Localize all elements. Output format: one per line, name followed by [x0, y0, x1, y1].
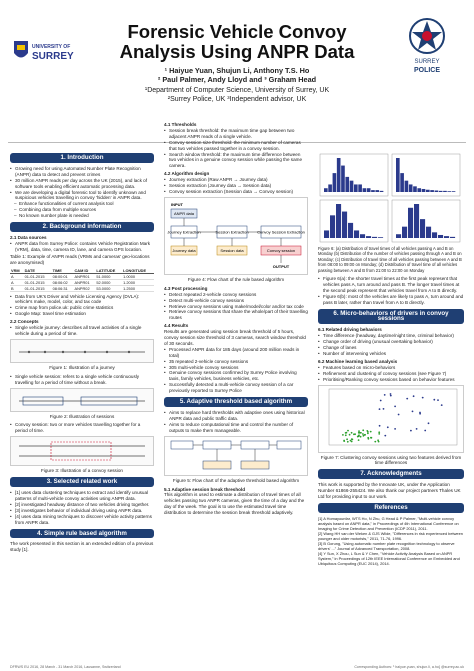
list-item: • Detect multi-vehicle convoy sessions	[164, 298, 308, 304]
histogram-bar	[378, 237, 383, 238]
scatter-point	[428, 422, 430, 424]
list-item: • Retrieve convoy sessions that share the whole/part of their travelling routes	[164, 309, 308, 321]
section-rule-based: 4. Simple rule based algorithm	[10, 529, 154, 539]
scatter-point	[394, 405, 396, 407]
figure-2-caption: Figure 2: Illustration of sessions	[49, 413, 115, 419]
table-cell: A	[10, 279, 24, 285]
scatter-point	[362, 433, 364, 435]
flow-box: Convoy session	[266, 247, 296, 253]
table-cell: 1.0000	[122, 273, 154, 279]
histogram-bar	[354, 230, 359, 238]
scatter-point	[346, 438, 348, 440]
histogram-panel	[320, 154, 388, 196]
histogram-bar	[432, 232, 437, 238]
figure-3-caption: Figure 3: Illustration of a convoy session	[41, 468, 123, 474]
scatter-point	[377, 439, 379, 441]
table-cell: B	[10, 285, 24, 291]
scatter-point	[353, 433, 355, 435]
svg-text:SURREY: SURREY	[414, 59, 440, 65]
session-break-text: This algorithm is used to estimate a distribution of travel times of all vehicles passing two ANPR cameras, given the time of a day and the day of the week. The goal is to use the estimated travel time distribution to determine the session break threshold adaptively.	[164, 492, 305, 516]
sessions-figure	[10, 388, 154, 412]
table-row	[10, 279, 154, 285]
flow-box: Session data	[220, 247, 244, 253]
section-references: References	[318, 503, 464, 513]
flow-box: Journey data	[172, 247, 196, 253]
histogram-bar	[337, 158, 341, 192]
scatter-point	[351, 431, 353, 433]
histogram-bar	[430, 190, 434, 192]
scatter-point	[380, 399, 382, 401]
histogram-bar	[443, 191, 447, 192]
scatter-point	[384, 394, 386, 396]
anpr-table	[10, 268, 154, 292]
section-background: 2. Background information	[10, 222, 154, 232]
figure-4-caption: Figure 4: Flow chart of the rule based algorithm	[187, 276, 285, 282]
list-item: • Single vehicle journey: describes all travel activities of a single vehicle during a period of time.	[10, 325, 154, 337]
histogram-bar	[380, 191, 384, 192]
results-intro: Results are generated using session break threshold of 5 hours, convoy session size threshold of 3 cameras, search window threshold of 30 seconds.	[164, 329, 306, 346]
table-header: TIME	[52, 268, 74, 274]
section-related-work: 3. Selected related work	[10, 477, 154, 487]
convoy-figure	[10, 436, 154, 466]
footer-contact: Corresponding Authors: ¹ haiyue.yuan, shujun.li, a.ho} @surrey.ac.uk	[354, 665, 464, 669]
subheading-post-processing: 4.3 Post processing	[164, 285, 208, 291]
scatter-point	[351, 438, 353, 440]
table-cell: ANPR02	[73, 285, 95, 291]
histogram-bar	[452, 191, 456, 192]
scatter-point	[424, 429, 426, 431]
table-row	[10, 285, 154, 291]
histogram-bar	[413, 186, 417, 192]
list-item: • Figure 6(b): most of the vehicles are likely to pass A, turn around and pass B later, rather than travel from A to B directly.	[318, 294, 464, 306]
list-item: • [1] uses data clustering techniques to extract and identify unusual patterns of multi-vehicle convoy activities using ANPR data.	[10, 490, 154, 502]
histogram-bar	[426, 227, 431, 238]
table-cell: 08:06:31	[52, 285, 74, 291]
list-item: • Figure 6(a): the shorter travel times at the first peak represent that vehicles pass A, turn around and pass B. The longer travel times at the second peak represent that vehicles travel from A to B directly.	[318, 276, 464, 294]
column-3	[318, 150, 464, 566]
subheading-session-break: 5.1 Adaptive session break threshold	[164, 486, 246, 492]
scatter-point	[351, 440, 353, 442]
list-item: • Number of intervening vehicles	[318, 351, 464, 357]
flow-output-label: OUTPUT	[272, 263, 290, 269]
scatter-point	[378, 431, 380, 433]
list-item: – Enhance functionalities of current analysis tool	[14, 201, 154, 207]
section-introduction: 1. Introduction	[10, 153, 154, 163]
authors-line-2: ² Paul Palmer, Andy Lloyd and ³ Graham Head	[157, 75, 317, 84]
section-adaptive: 5. Adaptive threshold based algorithm	[164, 397, 308, 407]
list-item: • 35 repeated 2-vehicle convoy sessions	[164, 359, 308, 365]
footer	[10, 665, 464, 669]
figure-6-charts	[318, 152, 464, 244]
list-item: – Combining data from multiple sources	[14, 207, 154, 213]
scatter-point	[363, 434, 365, 436]
scatter-point	[416, 428, 418, 430]
list-item: – No known number plate is needed	[14, 213, 154, 219]
scatter-point	[370, 436, 372, 438]
list-item: • Convoy session extraction (Session data → Convoy session)	[164, 189, 308, 195]
table-cell: 1.2500	[122, 285, 154, 291]
scatter-point	[358, 430, 360, 432]
histogram-bar	[405, 181, 409, 192]
histogram-bar	[450, 237, 455, 238]
histogram-bar	[324, 188, 328, 192]
scatter-point	[349, 433, 351, 435]
figure-7-scatter	[318, 385, 464, 453]
list-item: • Journey extraction (Raw ANPR → Journey data)	[164, 177, 308, 183]
table-cell: 1.2000	[122, 279, 154, 285]
list-item: • Single vehicle session: refers to a single vehicle continuously travelling for a period of time without a break.	[10, 374, 154, 386]
table-row	[10, 273, 154, 279]
acknowledgments-text: This work is supported by the Innovate UK, under the Application Number 61866-255424. We also thank our project partners Thales UK Ltd for providing input to our work.	[318, 482, 461, 500]
table-cell: 52.0000	[95, 279, 122, 285]
list-item: • Processed ANPR data for 185 days (around 200 million reads in total)	[164, 347, 308, 359]
section-micro-behaviors: 6. Micro-behaviors of drivers in convoy sessions	[318, 309, 464, 325]
histogram-panel	[320, 200, 388, 242]
svg-text:POLICE: POLICE	[413, 67, 441, 74]
scatter-point	[433, 398, 435, 400]
scatter-point	[412, 410, 414, 412]
scatter-point	[406, 397, 408, 399]
column-1	[10, 150, 154, 553]
scatter-point	[345, 434, 347, 436]
table-header: LATITUDE	[95, 268, 122, 274]
scatter-point	[368, 437, 370, 439]
histogram-bar	[439, 191, 443, 192]
scatter-point	[347, 429, 349, 431]
list-item: • Search window threshold: the maximum time difference between two vehicles in a genuine convoy session while passing the same camera.	[164, 152, 308, 170]
histogram-bar	[414, 204, 419, 238]
subheading-results: 4.4 Results	[164, 323, 189, 329]
list-item: • Retrieve convoy sessions using make/model/color and/or tax code	[164, 304, 308, 310]
affiliation-1: ¹Department of Computer Science, University of Surrey, UK	[144, 87, 330, 94]
list-item: • Genuine convoy sessions confirmed by Surrey Police involving taxis, family vehicles, business vehicles, etc.	[164, 370, 308, 382]
table-header: LONGITUDE	[122, 268, 154, 274]
poster-title: Forensic Vehicle Convoy Analysis Using ANPR Data	[119, 21, 355, 62]
column-2	[164, 120, 308, 516]
list-item: • Aims to reduce computational time and control the number of outputs to make them manageable.	[164, 422, 308, 434]
flow-box: ANPR data	[173, 210, 195, 216]
histogram-bar	[367, 188, 371, 192]
authors-line-1: ¹ Haiyue Yuan, Shujun Li, Anthony T.S. Ho	[164, 66, 310, 75]
scatter-point	[378, 433, 380, 435]
flow-box: Convoy Session Extraction	[257, 229, 305, 235]
histogram-bar	[375, 190, 379, 192]
table-cell: 08:00:01	[52, 273, 74, 279]
histogram-bar	[400, 173, 404, 192]
scatter-point	[362, 429, 364, 431]
list-item: • Features based on micro-behaviors	[318, 365, 464, 371]
histogram-bar	[444, 236, 449, 238]
scatter-point	[422, 396, 424, 398]
subheading-data-sources: 2.1 Data sources	[10, 234, 47, 240]
table-cell: 01-01-2015	[24, 279, 52, 285]
scatter-point	[383, 408, 385, 410]
table-cell: 08:06:02	[52, 279, 74, 285]
list-item: • Growing need for using Automated Number Plate Recognition (ANPR) data to detect and prevent crimes	[10, 166, 154, 178]
scatter-point	[410, 429, 412, 431]
list-item: • Session extraction (Journey data → Session data)	[164, 183, 308, 189]
table-caption: Table 1: Example of ANPR reads (VRMs and cameras' geo-locations are anonymised)	[10, 253, 150, 265]
histogram-bar	[348, 223, 353, 238]
scatter-point	[419, 412, 421, 414]
histogram-bar	[447, 191, 451, 192]
histogram-bar	[342, 212, 347, 238]
list-item: • Data from UK's Driver and Vehicle Licensing Agency (DVLA): vehicle's make, model, color, and tax code	[10, 294, 154, 306]
svg-text:SURREY: SURREY	[32, 51, 74, 62]
histogram-bar	[358, 184, 362, 192]
table-header: CAM ID	[73, 268, 95, 274]
histogram-bar	[330, 215, 335, 238]
scatter-point	[437, 399, 439, 401]
scatter-point	[390, 393, 392, 395]
histogram-bar	[409, 184, 413, 192]
histogram-panel	[392, 154, 460, 196]
flow-box: Session Extraction	[215, 229, 249, 235]
adaptive-flowchart-figure	[164, 436, 308, 476]
histogram-bar	[422, 189, 426, 192]
histogram-bar	[426, 190, 430, 192]
scatter-point	[384, 434, 386, 436]
table-header: DATE	[24, 268, 52, 274]
poster-header	[90, 22, 384, 104]
scatter-point	[343, 440, 345, 442]
histogram-bar	[333, 173, 337, 192]
histogram-bar	[372, 237, 377, 238]
table-cell: 01-01-2015	[24, 285, 52, 291]
figure-5-caption: Figure 5: Flow chart of the adaptive threshold based algorithm	[172, 477, 300, 483]
figure-6-caption: Figure 6: (a) Distribution of travel times of all vehicles passing A and B on Monday (b) Distribution of the number of vehicles passing through A and B on Monday; (c) Distribution of travel time of all vehicles passing between A and B from 08:00 to 09:00 on Monday; (d) Distribution of travel time of all vehicles passing between A and B from 21:00 to 22:00 on Monday	[318, 246, 462, 273]
scatter-point	[441, 404, 443, 406]
reference-item: [3] B Gorung, "Using automatic number plate recognition technology to observe drivers' ..." Journal of Advanced Transportation, 2008.	[318, 540, 455, 551]
scatter-point	[367, 432, 369, 434]
table-cell: 51.0000	[95, 273, 122, 279]
list-item: • Prioritising/Ranking convoy sessions based on behavior features	[318, 377, 464, 383]
histogram-bar	[341, 166, 345, 192]
figure-7-caption: Figure 7: Clustering convoy sessions using two features derived from time differences	[320, 454, 462, 466]
list-item: • Google Map: travel time estimation	[10, 311, 154, 317]
list-item: • 30 million ANPR reads per day across the UK (2015), and lack of software tools enabling efficient automatic processing data.	[10, 178, 154, 190]
histogram-bar	[438, 235, 443, 238]
scatter-point	[358, 434, 360, 436]
scatter-point	[387, 426, 389, 428]
subheading-thresholds: 4.1 Thresholds	[164, 122, 197, 127]
intro-list	[10, 166, 154, 219]
list-item: • Aims to replace hard thresholds with adaptive ones using historical ANPR data and public traffic data.	[164, 410, 308, 422]
histogram-bar	[396, 234, 401, 238]
histogram-bar	[328, 184, 332, 192]
histogram-bar	[396, 158, 400, 192]
histogram-bar	[350, 181, 354, 192]
section-acknowledgments: 7. Acknowledgments	[318, 469, 464, 479]
histogram-bar	[360, 234, 365, 238]
flow-input-label: INPUT	[171, 201, 183, 207]
list-item: • Convoy session: two or more vehicles travelling together for a period of time.	[10, 422, 154, 434]
histogram-bar	[435, 190, 439, 192]
histogram-bar	[371, 190, 375, 192]
reference-item: [4] Y Sun, X Zhou, L Sun & Y Chen, "Vehicle Activity Analysis Based on ANPR System," in Proceedings of 12th IEEE International Conference on Embedded and Ubiquitous Computing (EUC 2014), 2014.	[318, 550, 460, 566]
scatter-point	[346, 431, 348, 433]
histogram-bar	[366, 236, 371, 238]
footer-conference: DFRWS EU 2016, 28 March - 31 March 2016, Lausanne, Switzerland	[10, 665, 121, 669]
list-item: • 305 multi-vehicle convoy sessions	[164, 365, 308, 371]
scatter-point	[359, 431, 361, 433]
scatter-point	[342, 434, 344, 436]
list-item: • Refinement and clustering of convoy sessions (see Figure 7)	[318, 371, 464, 377]
scatter-frame	[329, 389, 457, 445]
list-item: • We are developing a digital forensic tool to identify unknown and suspicious vehicles travelling in convoy 'hidden' in ANPR data.	[10, 190, 154, 202]
list-item: • [3] investigates behavior of individual driving using ANPR data.	[10, 508, 154, 514]
figure-1-caption: Figure 1: Illustration of a journey	[49, 364, 115, 370]
table-cell: 01-01-2015	[24, 273, 52, 279]
list-item: • Change order of driving (unusual overtaking behavior)	[318, 339, 464, 345]
histogram-bar	[417, 188, 421, 192]
list-item: • Session break threshold: the maximum time gap between two adjacent ANPR reads of a single vehicle.	[164, 128, 308, 140]
histogram-bar	[336, 204, 341, 238]
reference-item: [1] A Homayounfar, WTS Ho, N Zhu, G Head & P Palmer, "Multi-vehicle convoy analysis based on ANPR data," in Proceedings of 4th International Conference on Imaging for Crime Detection and Prevention (ICDP 2011), 2011.	[318, 515, 459, 531]
list-item: • Time difference (headway, daytime/night time, criminal behavior)	[318, 333, 464, 339]
list-item: • ANPR data from Surrey Police: contains Vehicle Registration Mark (VRM), data, time, camera ID, lane, and camera GPS location.	[10, 241, 154, 253]
scatter-point	[398, 413, 400, 415]
scatter-point	[390, 394, 392, 396]
list-item: • Successfully detected a multi-vehicle convoy session of a car previously reported to Surrey Police	[164, 382, 308, 394]
list-item: • Convoy session size threshold: the minimum number of cameras that two vehicles passed together in a convoy session.	[164, 140, 308, 152]
table-header: VRM	[10, 268, 24, 274]
table-cell: ANPR01	[73, 273, 95, 279]
histogram-panel	[392, 200, 460, 242]
rule-based-text: The work presented in this section is an extended edition of a previous study [1].	[10, 541, 154, 553]
journey-figure	[10, 339, 154, 363]
histogram-bar	[324, 230, 329, 238]
subheading-related-behaviors: 6.1 Related driving behaviors	[318, 327, 382, 333]
reference-item: [2] Wang HH van der Weken & GJS Wilde, "Differences in risk experienced between younger and older motorists," 2011, 71-76, 1996.	[318, 530, 463, 541]
university-of-surrey-logo	[10, 38, 94, 71]
subheading-machine-learning: 6.2 Machine learning based analysis	[318, 358, 398, 364]
histogram-bar	[354, 184, 358, 192]
scatter-point	[360, 435, 362, 437]
list-item: • Detect repeated 2-vehicle convoy sessions	[164, 292, 308, 298]
surrey-police-logo	[398, 14, 456, 83]
flowchart-figure	[164, 197, 308, 275]
svg-text:UNIVERSITY OF: UNIVERSITY OF	[32, 44, 71, 50]
scatter-point	[347, 440, 349, 442]
affiliation-2: ²Surrey Police, UK ³Independent advisor, UK	[167, 96, 307, 103]
subheading-algorithm: 4.2 Algorithm design	[164, 171, 210, 177]
histogram-bar	[420, 219, 425, 238]
table-cell: A	[10, 273, 24, 279]
scatter-point	[413, 395, 415, 397]
scatter-point	[370, 430, 372, 432]
histogram-bar	[345, 177, 349, 192]
scatter-point	[394, 428, 396, 430]
scatter-point	[358, 439, 360, 441]
list-item: • [2] investigated headway distance of two vehicles driving together.	[10, 502, 154, 508]
scatter-point	[379, 424, 381, 426]
list-item: • [4] uses data mining techniques to discover vehicle activity patterns from ANPR data.	[10, 514, 154, 526]
histogram-bar	[408, 208, 413, 238]
histogram-bar	[363, 188, 367, 192]
table-cell: ANPR01	[73, 279, 95, 285]
scatter-point	[364, 433, 366, 435]
list-item: • Crime map from police.uk: public crime statistics	[10, 305, 154, 311]
list-item: • Change of lanes	[318, 345, 464, 351]
table-cell: 53.0000	[95, 285, 122, 291]
flow-box: Journey Extraction	[167, 229, 201, 235]
subheading-concepts: 2.2 Concepts	[10, 319, 39, 325]
scatter-point	[379, 408, 381, 410]
histogram-bar	[402, 227, 407, 238]
scatter-point	[374, 440, 376, 442]
